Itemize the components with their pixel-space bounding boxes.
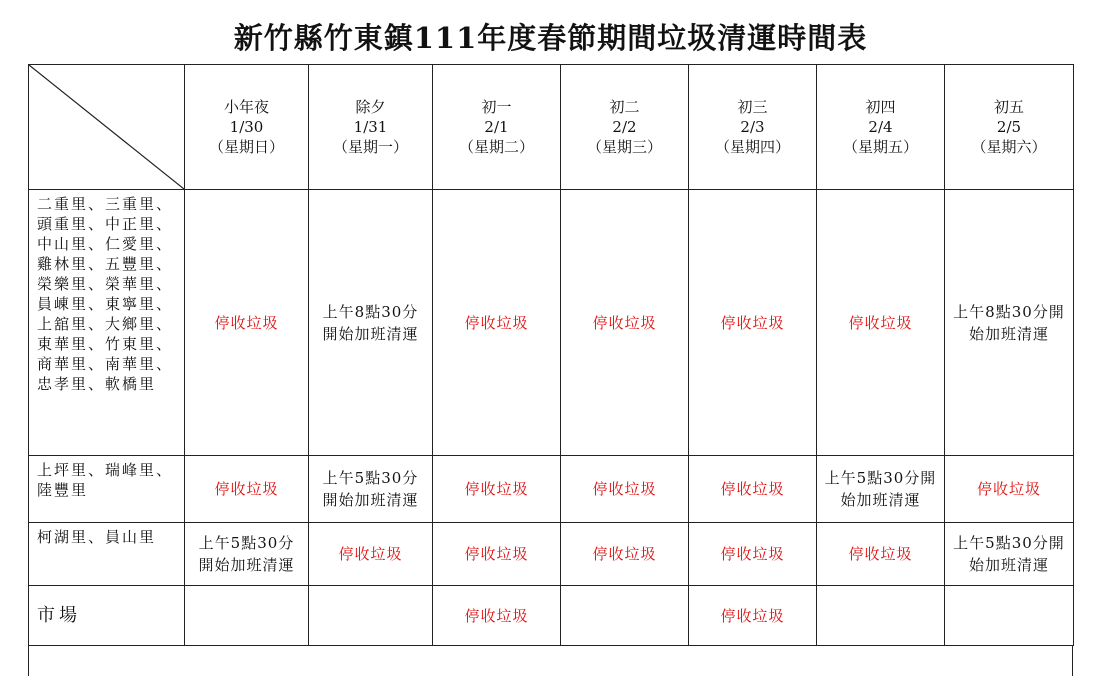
column-weekday: （星期日）	[208, 138, 284, 156]
column-weekday: （星期五）	[842, 138, 918, 156]
stop-collection-label: 停收垃圾	[720, 313, 785, 332]
schedule-cell	[689, 523, 817, 586]
column-weekday: （星期二）	[458, 138, 534, 156]
column-name: 初五	[993, 98, 1024, 116]
schedule-cell	[689, 456, 817, 523]
area-line: 柯湖里、員山里	[37, 528, 157, 546]
schedule-cell	[945, 190, 1074, 456]
area-line: 東華里、竹東里、	[37, 335, 174, 353]
area-line: 上坪里、瑞峰里、	[37, 461, 174, 479]
column-weekday: （星期三）	[586, 138, 662, 156]
column-header	[945, 65, 1074, 190]
schedule-cell	[433, 586, 561, 646]
schedule-cell	[817, 523, 945, 586]
column-date: 2/3	[740, 118, 765, 136]
schedule-cell	[945, 586, 1074, 646]
area-cell	[29, 586, 185, 646]
column-date: 1/31	[353, 118, 388, 136]
column-header	[309, 65, 433, 190]
column-date: 2/4	[868, 118, 893, 136]
area-cell	[29, 190, 185, 456]
stop-collection-label: 停收垃圾	[720, 480, 785, 498]
schedule-cell	[185, 190, 309, 456]
schedule-cell	[817, 190, 945, 456]
schedule-cell	[945, 523, 1074, 586]
stop-collection-label: 停收垃圾	[592, 480, 657, 498]
overtime-collection-text: 上午5點30分開始加班清運	[824, 469, 937, 509]
schedule-cell	[817, 456, 945, 523]
stop-collection-label: 停收垃圾	[976, 480, 1041, 498]
area-line: 中山里、仁愛里、	[37, 235, 174, 253]
column-date: 2/5	[996, 118, 1022, 136]
schedule-cell	[561, 456, 689, 523]
schedule-cell	[309, 456, 433, 523]
column-name: 初一	[481, 98, 512, 116]
next-table-section	[28, 646, 1073, 676]
stop-collection-label: 停收垃圾	[214, 480, 279, 498]
area-line: 陸豐里	[37, 481, 89, 499]
area-cell	[29, 523, 185, 586]
table-row	[29, 523, 1074, 586]
stop-collection-label: 停收垃圾	[720, 606, 785, 625]
column-date: 1/30	[229, 118, 264, 136]
column-name: 初四	[865, 98, 896, 116]
table-row	[29, 456, 1074, 523]
column-header	[689, 65, 817, 190]
page-title: 新竹縣竹東鎮111年度春節期間垃圾清運時間表	[233, 21, 868, 55]
stop-collection-label: 停收垃圾	[464, 313, 529, 332]
schedule-cell	[309, 586, 433, 646]
schedule-cell	[561, 523, 689, 586]
column-header	[433, 65, 561, 190]
area-line: 榮樂里、榮華里、	[37, 275, 174, 293]
schedule-cell	[185, 523, 309, 586]
schedule-cell	[309, 523, 433, 586]
diagonal-line	[29, 65, 184, 189]
column-header	[561, 65, 689, 190]
stop-collection-label: 停收垃圾	[464, 480, 529, 498]
schedule-cell	[433, 523, 561, 586]
overtime-collection-text: 上午5點30分開始加班清運	[953, 534, 1065, 574]
overtime-collection-text: 上午5點30分開始加班清運	[198, 534, 295, 574]
stop-collection-label: 停收垃圾	[848, 313, 913, 332]
schedule-cell	[561, 586, 689, 646]
schedule-cell	[561, 190, 689, 456]
schedule-cell	[185, 456, 309, 523]
column-name: 初三	[737, 98, 768, 116]
column-header	[185, 65, 309, 190]
schedule-table	[28, 64, 1074, 646]
stop-collection-label: 停收垃圾	[464, 545, 529, 563]
area-line: 商華里、南華里、	[37, 355, 174, 373]
column-name: 除夕	[355, 98, 386, 116]
area-line: 市場	[37, 604, 81, 626]
column-weekday: （星期四）	[714, 138, 790, 156]
corner-diagonal-cell	[29, 65, 185, 190]
schedule-cell	[433, 456, 561, 523]
stop-collection-label: 停收垃圾	[592, 313, 657, 332]
column-name: 小年夜	[223, 98, 269, 116]
header-row	[29, 65, 1074, 190]
schedule-cell	[689, 190, 817, 456]
stop-collection-label: 停收垃圾	[214, 313, 279, 332]
column-weekday: （星期一）	[332, 138, 408, 156]
column-date: 2/1	[484, 118, 509, 136]
table-row	[29, 586, 1074, 646]
stop-collection-label: 停收垃圾	[464, 606, 529, 625]
area-line: 頭重里、中正里、	[37, 215, 174, 233]
area-line: 上舘里、大鄉里、	[37, 315, 174, 333]
schedule-cell	[309, 190, 433, 456]
schedule-cell	[433, 190, 561, 456]
column-name: 初二	[609, 98, 640, 116]
area-cell	[29, 456, 185, 523]
column-header	[817, 65, 945, 190]
table-row	[29, 190, 1074, 456]
overtime-collection-text: 上午8點30分開始加班清運	[322, 302, 419, 343]
schedule-cell	[945, 456, 1074, 523]
stop-collection-label: 停收垃圾	[338, 545, 403, 563]
area-line: 二重里、三重里、	[37, 195, 174, 213]
area-line: 員崠里、東寧里、	[37, 295, 174, 313]
stop-collection-label: 停收垃圾	[592, 545, 657, 563]
schedule-cell	[817, 586, 945, 646]
schedule-cell	[185, 586, 309, 646]
area-line: 雞林里、五豐里、	[37, 255, 174, 273]
stop-collection-label: 停收垃圾	[720, 545, 785, 563]
overtime-collection-text: 上午8點30分開始加班清運	[953, 302, 1065, 343]
column-date: 2/2	[612, 118, 637, 136]
schedule-cell	[689, 586, 817, 646]
stop-collection-label: 停收垃圾	[848, 545, 913, 563]
area-line: 忠孝里、軟橋里	[37, 375, 157, 393]
column-weekday: （星期六）	[971, 138, 1047, 156]
overtime-collection-text: 上午5點30分開始加班清運	[322, 469, 419, 509]
